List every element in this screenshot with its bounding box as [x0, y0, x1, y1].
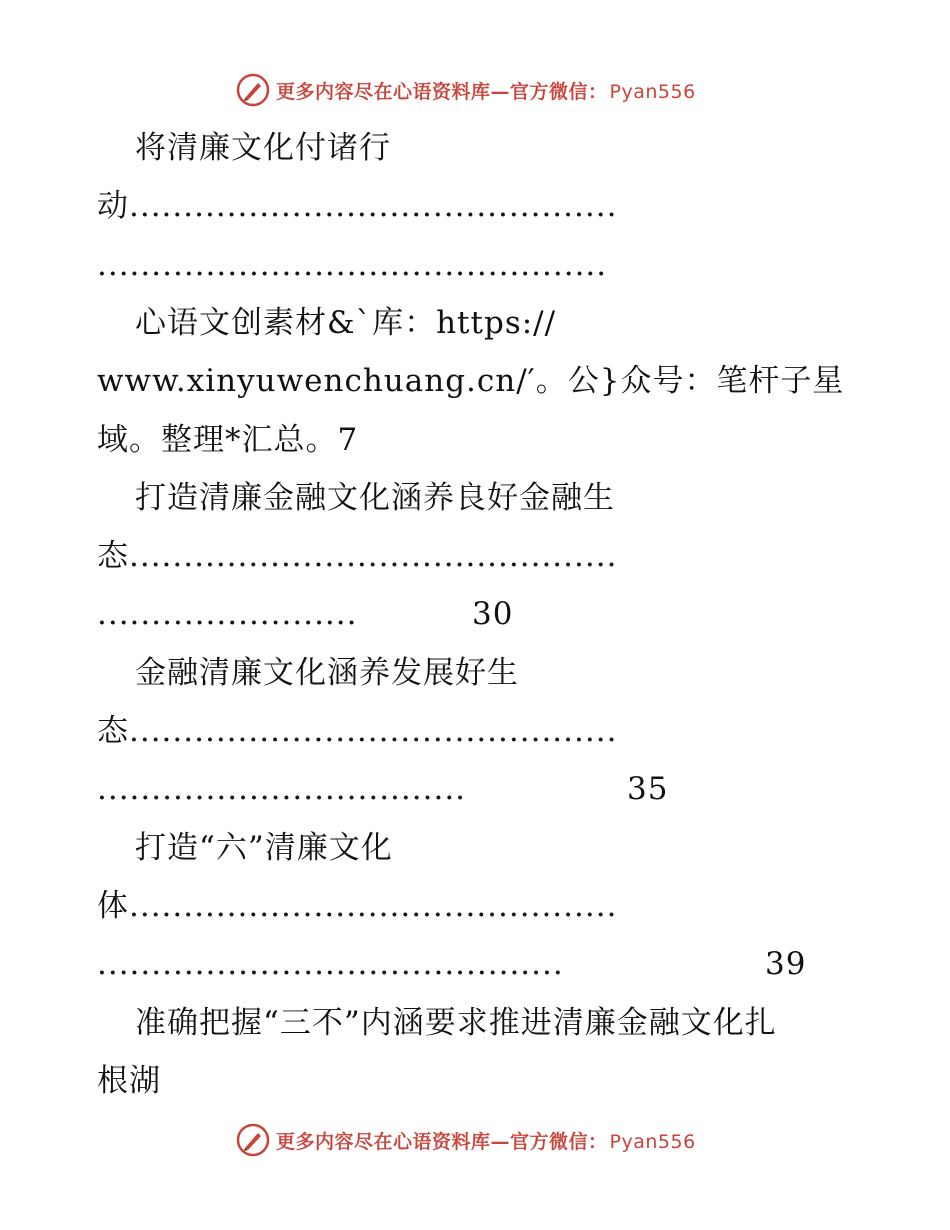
toc-line-11: 态............................................. [97, 711, 844, 751]
leader-dots: ............................................... [97, 247, 608, 283]
toc-line-7: 打造清廉金融文化涵养良好金融生 [135, 480, 615, 516]
toc-line-15 [97, 944, 806, 984]
pen-logo-icon [236, 1123, 270, 1157]
header-banner [0, 70, 950, 110]
leader-dots: ........................ [97, 596, 358, 632]
toc-line-9 [97, 594, 513, 634]
page-number: 35 [627, 771, 669, 807]
toc-line-4: 心语文创素材&`库：https:// [135, 305, 557, 341]
leader-dots: ........................................... [97, 946, 564, 982]
toc-line-2: 动............................................. [97, 186, 844, 226]
banner-text: 更多内容尽在心语资料库—官方微信： [276, 80, 608, 103]
leader-dots: ............................................. [129, 538, 618, 574]
toc-line-12 [97, 769, 668, 809]
page-number: 30 [472, 596, 514, 632]
toc-line-16: 准确把握“三不”内涵要求推进清廉金融文化扎 [135, 1005, 777, 1041]
leader-dots: ............................................. [129, 188, 618, 224]
banner-contact: Pyan556 [609, 80, 696, 103]
toc-line-17: 根湖 [97, 1063, 161, 1099]
toc-line-8: 态............................................. [97, 536, 844, 576]
toc-line-3 [97, 245, 842, 285]
toc-line-5: www.xinyuwenchuang.cn/′。公}众号：笔杆子星 [97, 363, 845, 399]
footer-banner [0, 1120, 950, 1160]
toc-line-1: 将清廉文化付诸行 [135, 130, 391, 166]
pen-logo-icon [236, 73, 270, 107]
toc-line-14: 体............................................. [97, 886, 844, 926]
toc-line-6: 域。整理*汇总。7 [97, 422, 359, 458]
leader-dots: ............................................. [129, 888, 618, 924]
banner-text: 更多内容尽在心语资料库—官方微信： [276, 1130, 608, 1153]
banner-contact: Pyan556 [609, 1130, 696, 1153]
toc-line-10: 金融清廉文化涵养发展好生 [135, 655, 519, 691]
toc-line-13: 打造“六”清廉文化 [135, 830, 393, 866]
leader-dots: .................................. [97, 771, 467, 807]
page-number: 39 [765, 946, 807, 982]
leader-dots: ............................................. [129, 713, 618, 749]
